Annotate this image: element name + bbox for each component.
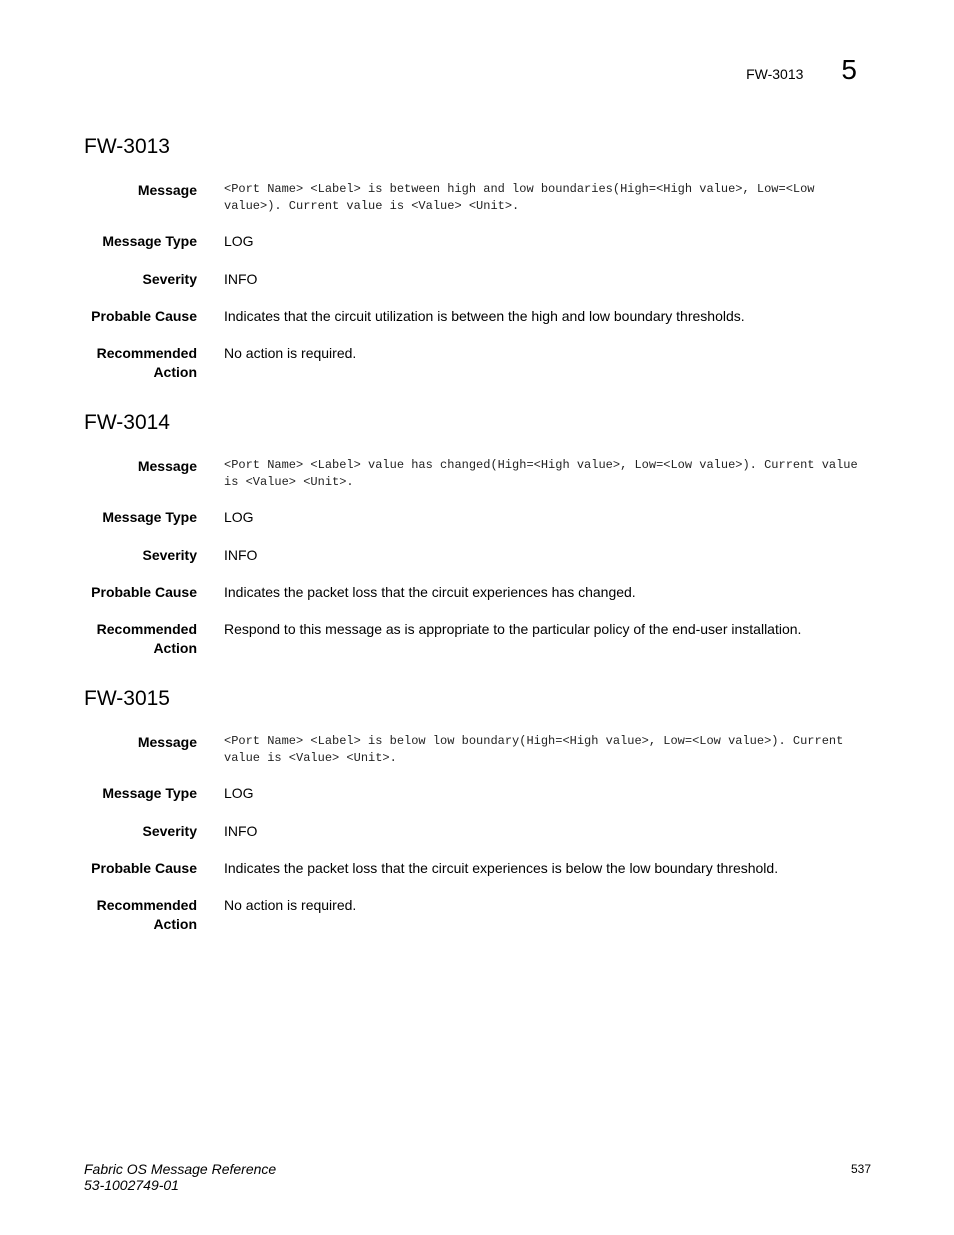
- probable-cause-value: Indicates the packet loss that the circuit experiences has changed.: [224, 584, 636, 600]
- recommended-action-label: [84, 344, 197, 382]
- message-row: [84, 733, 874, 767]
- probable-cause-row: [84, 307, 874, 326]
- severity-value: INFO: [224, 547, 258, 563]
- probable-cause-label: Probable Cause: [91, 584, 197, 600]
- message-entry-fw-3015: [84, 687, 874, 934]
- footer-doc-number: 53-1002749-01: [84, 1177, 179, 1193]
- message-text: <Port Name> <Label> value has changed(High=<High value>, Low=<Low value>). Current value is <Value> <Unit>.: [224, 458, 858, 489]
- severity-row: [84, 270, 874, 289]
- message-row: [84, 457, 874, 491]
- message-label: Message: [137, 458, 197, 474]
- footer-doc-title: Fabric OS Message Reference: [84, 1161, 277, 1177]
- message-entry-fw-3013: [84, 135, 874, 382]
- recommended-action-label: [84, 896, 197, 934]
- probable-cause-label: Probable Cause: [91, 308, 197, 324]
- entry-title: FW-3015: [84, 687, 170, 710]
- recommended-action-row: [84, 896, 874, 934]
- page-header: [746, 56, 857, 84]
- entry-title: FW-3013: [84, 135, 170, 158]
- message-label: Message: [137, 182, 197, 198]
- message-type-value: LOG: [224, 509, 254, 525]
- severity-label: Severity: [142, 823, 197, 839]
- severity-value: INFO: [224, 271, 258, 287]
- recommended-label-line2: Action: [153, 364, 197, 380]
- probable-cause-value: Indicates the packet loss that the circuit experiences is below the low boundary threshold.: [224, 860, 779, 876]
- recommended-action-label: [84, 620, 197, 658]
- severity-label: Severity: [142, 547, 197, 563]
- page-footer: [84, 1161, 871, 1193]
- recommended-label-line2: Action: [153, 916, 197, 932]
- message-text: <Port Name> <Label> is below low boundary(High=<High value>, Low=<Low value>). Current value is <Value> <Unit>.: [224, 734, 844, 765]
- probable-cause-row: [84, 859, 874, 878]
- recommended-action-row: [84, 620, 874, 658]
- chapter-number: 5: [841, 54, 857, 85]
- message-type-row: [84, 232, 874, 251]
- recommended-label-line2: Action: [153, 640, 197, 656]
- message-row: [84, 181, 874, 215]
- recommended-label-line1: Recommended: [96, 621, 197, 637]
- message-text: <Port Name> <Label> is between high and low boundaries(High=<High value>, Low=<Low value>). Current value is <Value> <Unit>.: [224, 182, 815, 213]
- probable-cause-label: Probable Cause: [91, 860, 197, 876]
- footer-doc-info: [84, 1161, 871, 1193]
- message-type-label: Message Type: [102, 785, 197, 801]
- severity-row: [84, 546, 874, 565]
- running-title: FW-3013: [746, 66, 804, 82]
- recommended-action-value: No action is required.: [224, 897, 357, 913]
- probable-cause-value: Indicates that the circuit utilization is between the high and low boundary thresholds.: [224, 308, 745, 324]
- recommended-action-value: No action is required.: [224, 345, 357, 361]
- message-type-value: LOG: [224, 233, 254, 249]
- message-type-row: [84, 784, 874, 803]
- message-entry-fw-3014: [84, 411, 874, 658]
- page-number: 537: [850, 1162, 871, 1176]
- entry-title: FW-3014: [84, 411, 170, 434]
- message-label: Message: [137, 734, 197, 750]
- severity-value: INFO: [224, 823, 258, 839]
- severity-label: Severity: [142, 271, 197, 287]
- recommended-action-value: Respond to this message as is appropriate to the particular policy of the end-user installation.: [224, 621, 802, 637]
- recommended-action-row: [84, 344, 874, 382]
- message-type-label: Message Type: [102, 233, 197, 249]
- message-type-value: LOG: [224, 785, 254, 801]
- message-type-row: [84, 508, 874, 527]
- recommended-label-line1: Recommended: [96, 345, 197, 361]
- probable-cause-row: [84, 583, 874, 602]
- recommended-label-line1: Recommended: [96, 897, 197, 913]
- severity-row: [84, 822, 874, 841]
- message-type-label: Message Type: [102, 509, 197, 525]
